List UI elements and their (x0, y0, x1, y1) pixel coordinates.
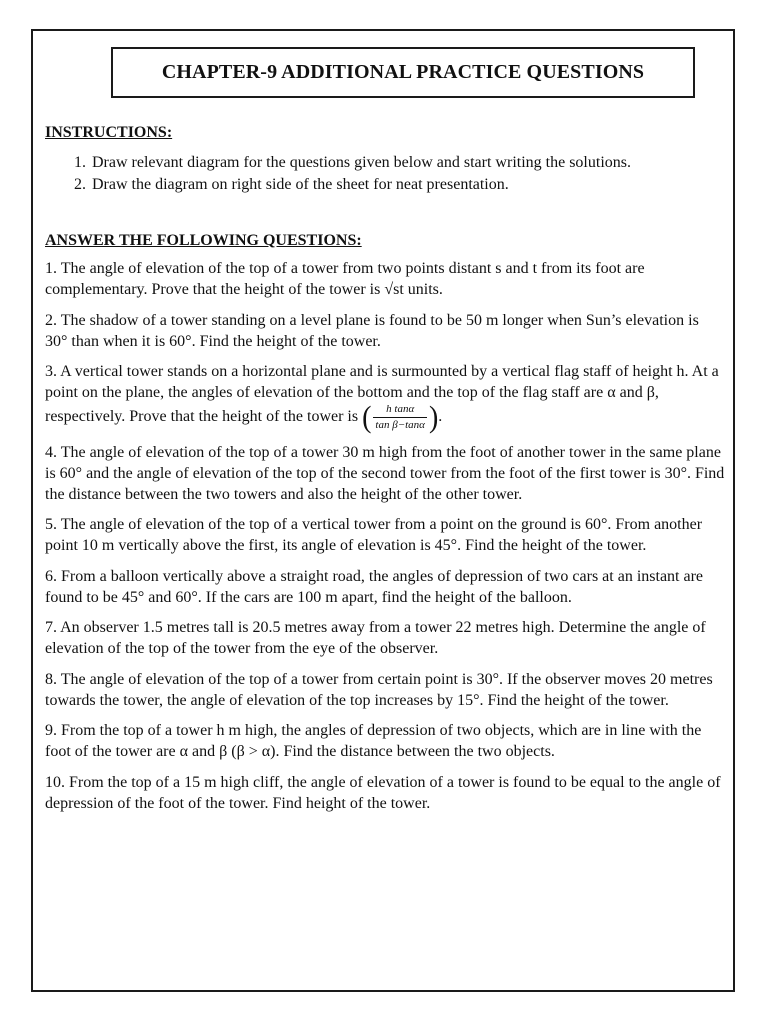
tower-height-fraction (362, 399, 439, 434)
question-5: 5. The angle of elevation of the top of a vertical tower from a point on the ground is 60°. From another point 10 m vertically above the first, its angle of elevation is 45°. Find the height of the tower. (45, 516, 703, 554)
question-4: 4. The angle of elevation of the top of a tower 30 m high from the foot of another tower in the same plane is 60° and the angle of elevation of the top of the second tower from the foot of the first tower is 30°. Find the distance between the two towers and also the height of the other tower. (45, 443, 725, 503)
worksheet-content (45, 122, 725, 823)
instruction-item (45, 152, 725, 174)
question-1: 1. The angle of elevation of the top of a tower from two points distant s and t from its foot are complementary. Prove that the height of the tower is √st units. (45, 260, 645, 298)
page-title: CHAPTER-9 ADDITIONAL PRACTICE QUESTIONS (161, 61, 645, 83)
title-box (111, 47, 695, 98)
fraction-denominator: tan β−tanα (375, 419, 425, 431)
question-7: 7. An observer 1.5 metres tall is 20.5 metres away from a tower 22 metres high. Determine the angle of elevation of the top of the tower from the eye of the observer. (45, 619, 706, 657)
question-2: 2. The shadow of a tower standing on a level plane is found to be 50 m longer when Sun’s elevation is 30° than when it is 60°. Find the height of the tower. (45, 311, 699, 350)
question-6: 6. From a balloon vertically above a straight road, the angles of depression of two cars at an instant are found to be 45° and 60°. If the cars are 100 m apart, find the height of the balloon. (45, 567, 704, 606)
question-3 (45, 361, 725, 432)
left-paren: ( (362, 399, 372, 434)
instructions-list (45, 152, 725, 195)
instruction-number: 2. (74, 175, 86, 193)
instruction-text: Draw the diagram on right side of the sheet for neat presentation. (92, 175, 509, 193)
answer-heading: ANSWER THE FOLLOWING QUESTIONS: (45, 232, 362, 249)
instruction-item (45, 174, 725, 196)
question-10: 10. From the top of a 15 m high cliff, the angle of elevation of a tower is found to be equal to the angle of depression of the foot of the tower. Find height of the tower. (45, 773, 721, 812)
right-paren: ) (428, 399, 439, 434)
question-3-text: 3. A vertical tower stands on a horizontal plane and is surmounted by a vertical flag staff of height h. At a point on the plane, the angles of elevation of the bottom and the top of the flag staff are α and β, respectively. Prove that the height of the tower is (45, 363, 719, 426)
question-9: 9. From the top of a tower h m high, the angles of depression of two objects, which are in line with the foot of the tower are α and β (β > α). Find the distance between the two objects. (45, 722, 702, 760)
fraction-body (371, 403, 429, 432)
fraction-numerator: h tanα (386, 403, 415, 415)
question-8: 8. The angle of elevation of the top of a tower from certain point is 30°. If the observer moves 20 metres towards the tower, the angle of elevation of the top increases by 15°. Find the height of the tower. (45, 670, 713, 709)
question-list (45, 258, 725, 814)
question-3-suffix: . (438, 408, 443, 426)
instruction-text: Draw relevant diagram for the questions given below and start writing the solutions. (92, 154, 631, 171)
instruction-number: 1. (74, 154, 86, 171)
instructions-heading: INSTRUCTIONS: (45, 124, 173, 141)
